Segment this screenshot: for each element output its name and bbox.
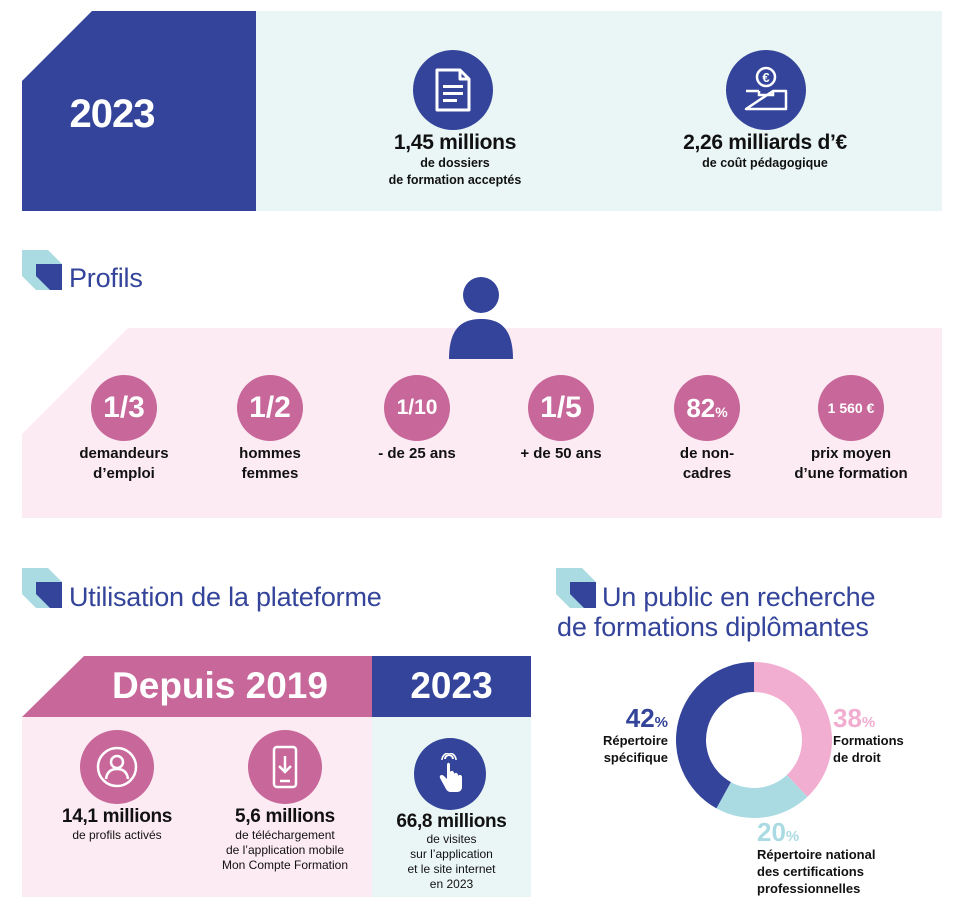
donut-pct-droit [833,703,875,734]
kpi-dossiers-line2: de formation acceptés [388,173,522,187]
profil-label-1-line2: d’emploi [93,465,155,482]
profil-circle-1 [91,375,157,441]
donut-label-rncp-line1: Répertoire national [757,847,876,862]
donut-value-rncp: 20 [757,817,786,847]
profil-label-4-line1: + de 50 ans [520,445,602,462]
profil-value-6: 1 560 € [827,400,875,416]
profil-label-2-line1: hommes [239,445,301,462]
stat-visites-line4: en 2023 [429,877,474,891]
donut-unit-rncp: % [785,828,800,845]
profil-label-5-line1: de non- [679,445,735,462]
year-2023-label: 2023 [410,665,493,706]
stat-telechargement-line3: Mon Compte Formation [221,858,349,872]
profil-value-4: 1/5 [540,391,582,424]
hand-pointer-icon [414,738,486,810]
profil-label-5 [637,444,777,484]
profil-label-1 [54,444,194,484]
donut-value-specifique: 42 [625,703,655,733]
stat-visites-line1: de visites [426,832,477,846]
donut-unit-specifique: % [654,714,668,731]
euro-box-icon [726,50,806,130]
profil-circle-6 [818,375,884,441]
donut-chart [674,660,834,820]
section-marker-icon [556,568,596,608]
depuis-label: Depuis 2019 [112,665,328,706]
donut-label-rncp-line3: professionnelles [757,881,861,896]
kpi-cout-value: 2,26 milliards d’€ [683,131,847,154]
donut-label-specifique-line2: spécifique [603,750,668,765]
donut-label-specifique [560,732,668,766]
section-title-utilisation: Utilisation de la plateforme [69,582,382,612]
section-marker-icon [22,568,62,608]
kpi-dossiers-line1: de dossiers [420,156,490,170]
donut-pct-specifique [600,703,668,734]
kpi-dossiers-value: 1,45 millions [393,131,517,154]
profil-label-2-line2: femmes [241,465,299,482]
stat-telechargement-line1: de téléchargement [235,828,335,842]
donut-value-droit: 38 [833,703,862,733]
phone-download-icon [248,730,322,804]
section-title-public-line2: de formations diplômantes [557,612,869,642]
donut-slice-specifique [676,662,754,808]
stat-visites-line2: sur l’application [410,847,493,861]
person-icon [443,275,519,361]
kpi-cout-line1: de coût pédagogique [702,156,828,170]
profil-value-1: 1/3 [103,391,145,424]
donut-slice-droit [754,662,832,797]
year-title: 2023 [69,92,155,136]
profil-value-5-suffix: % [715,404,728,420]
stat-telechargement-value: 5,6 millions [235,806,335,827]
donut-label-droit-line2: de droit [833,750,881,765]
profil-circle-3 [384,375,450,441]
section-marker-icon [22,250,62,290]
svg-text:€: € [762,70,770,85]
stat-profils-value: 14,1 millions [61,806,173,827]
stat-profils-line1: de profils activés [72,828,162,842]
profil-label-3-line1: - de 25 ans [378,445,456,462]
user-profile-icon [80,730,154,804]
donut-unit-droit: % [861,714,876,731]
profil-label-6-line1: prix moyen [810,445,892,462]
profil-value-2: 1/2 [249,391,291,424]
donut-label-droit [833,732,943,766]
donut-pct-rncp [757,817,799,848]
stat-visites-line3: et le site internet [407,862,496,876]
stat-telechargement-line2: de l’application mobile [225,843,345,857]
profil-label-2 [200,444,340,484]
document-icon [413,50,493,130]
stat-visites-value: 66,8 millions [396,811,507,832]
section-title-public-line1: Un public en recherche [602,582,876,612]
profil-label-6 [771,444,931,484]
profil-label-1-line1: demandeurs [79,445,169,462]
profil-label-6-line2: d’une formation [794,465,908,482]
profil-value-3: 1/10 [396,396,438,419]
donut-label-droit-line1: Formations [833,733,904,748]
donut-label-specifique-line1: Répertoire [602,733,668,748]
profil-label-4 [491,444,631,464]
profil-label-5-line2: cadres [682,465,732,482]
profil-value-5: 82 [686,392,716,423]
donut-label-rncp-line2: des certifications [757,864,864,879]
profil-circle-2 [237,375,303,441]
profil-circle-4 [528,375,594,441]
profil-label-3 [347,444,487,464]
profil-circle-5 [674,375,740,441]
donut-label-rncp [757,846,937,897]
section-title-profils: Profils [69,263,143,293]
